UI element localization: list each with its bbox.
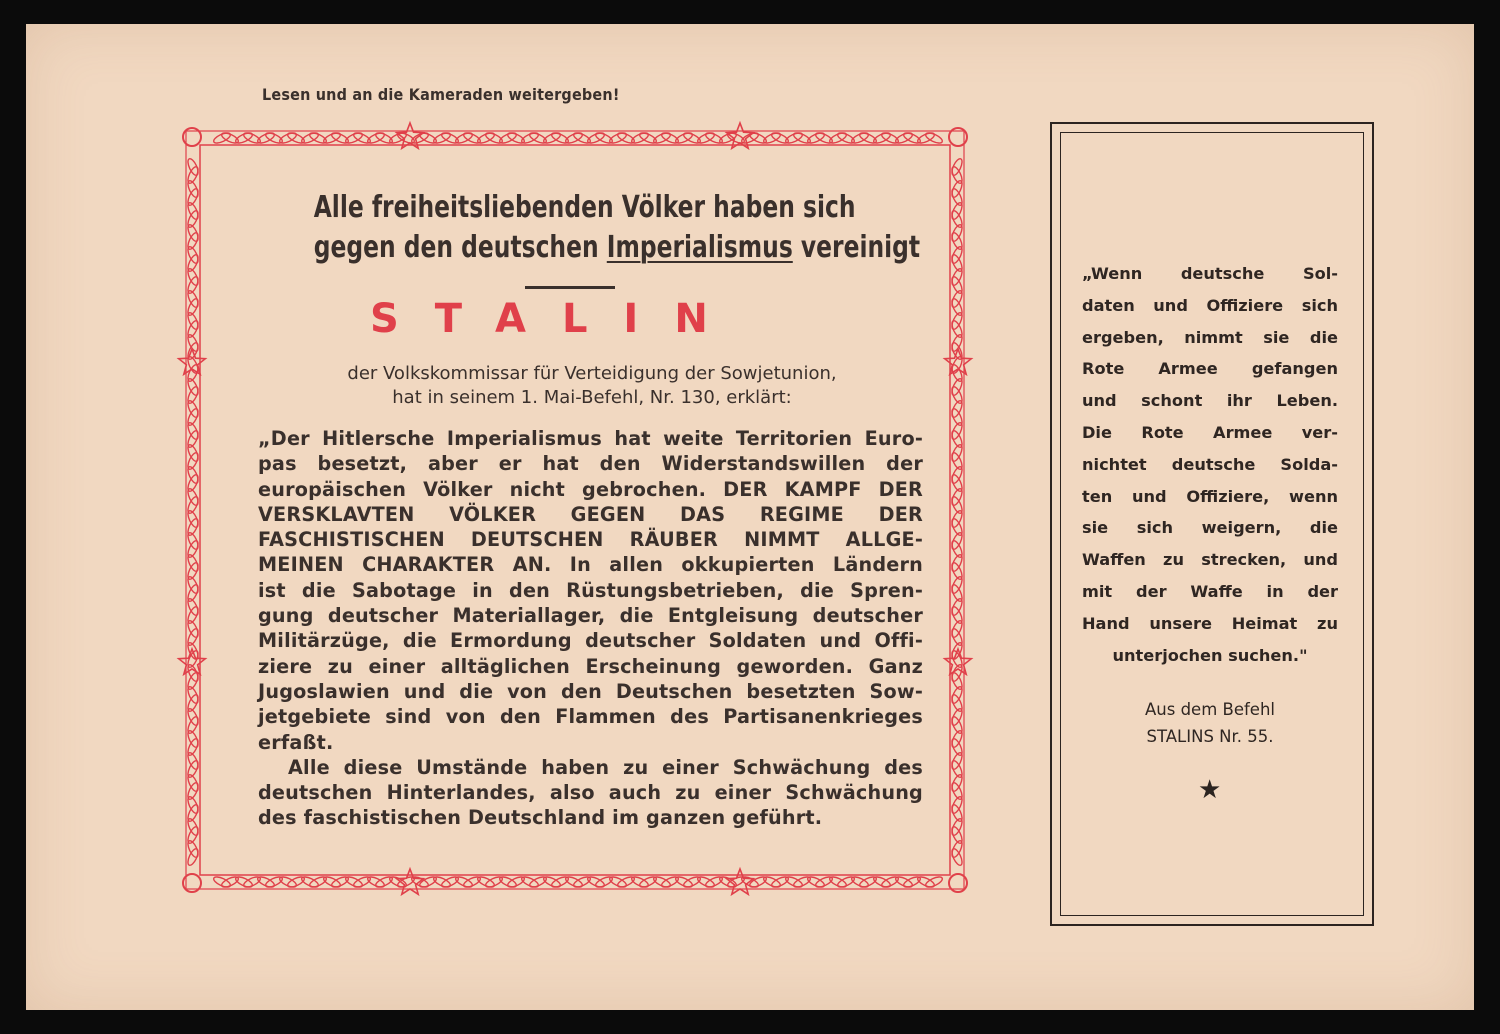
quote-line: ziere zu einer alltäglichen Erscheinung geworden. Ganz <box>258 654 923 678</box>
intro-line-1: der Volkskommissar für Verteidigung der Sowjetunion, <box>347 363 837 384</box>
frame-star-icon <box>727 869 754 894</box>
sidebar-quote-line: und schont ihr Leben. <box>1082 391 1338 411</box>
quote-line: VERSKLAVTEN VÖLKER GEGEN DAS REGIME DER <box>258 502 923 526</box>
quote-line: MEINEN CHARAKTER AN. In allen okkupierten Ländern <box>258 553 923 577</box>
quote-line: gung deutscher Materiallager, die Entgleisung deutscher <box>258 604 923 628</box>
quote-line: pas besetzt, aber er hat den Widerstandswillen der <box>258 452 923 476</box>
sidebar-quote-line: sie sich weigern, die <box>1082 518 1338 538</box>
quote-line: deutschen Hinterlandes, also auch zu einer Schwächung <box>258 781 923 805</box>
headline-line-1: Alle freiheitsliebenden Völker haben sich <box>313 190 856 225</box>
sidebar-quote-line: Hand unsere Heimat zu <box>1082 613 1338 633</box>
frame-star-icon <box>397 869 424 894</box>
sidebar-quote-line: Die Rote Armee ver- <box>1082 422 1338 442</box>
quote-line: FASCHISTISCHEN DEUTSCHEN RÄUBER NIMMT ALLGE- <box>258 528 923 552</box>
sidebar-source-line-1: Aus dem Befehl <box>1144 700 1275 719</box>
sidebar-quote-line: Waffen zu strecken, und <box>1082 550 1338 570</box>
sidebar-quote-line: daten und Offiziere sich <box>1082 295 1338 315</box>
headline-underlined-word: Imperialismus <box>606 230 793 265</box>
top-note: Lesen und an die Kameraden weitergeben! <box>262 85 620 104</box>
sidebar-source <box>1082 696 1338 750</box>
quote-line: des faschistischen Deutschland im ganzen geführt. <box>258 806 823 830</box>
headline-line-2 <box>313 228 921 268</box>
star-icon: ★ <box>1198 775 1222 805</box>
sidebar-quote-line: unterjochen suchen." <box>1112 645 1308 665</box>
sidebar-quote <box>1082 258 1338 671</box>
headline-line-2-post: vereinigt <box>792 230 921 265</box>
quote-line: ist die Sabotage in den Rüstungsbetrieben, die Spren- <box>258 578 923 602</box>
intro-text <box>262 362 922 410</box>
sidebar-quote-line: ergeben, nimmt sie die <box>1082 327 1338 347</box>
quote-line: „Der Hitlersche Imperialismus hat weite Territorien Euro- <box>258 427 923 450</box>
sidebar-quote-line: Rote Armee gefangen <box>1082 359 1338 379</box>
quote-line: Militärzüge, die Ermordung deutscher Soldaten und Offi- <box>258 629 923 653</box>
sidebar-quote-line: nichtet deutsche Solda- <box>1082 454 1338 474</box>
stalin-name: STALIN <box>370 296 744 342</box>
headline <box>313 188 921 268</box>
quote-line: europäischen Völker nicht gebrochen. DER KAMPF DER <box>258 477 923 501</box>
main-quote <box>258 426 923 831</box>
sidebar-quote-line: ten und Offiziere, wenn <box>1082 486 1338 506</box>
quote-line: Jugoslawien und die von den Deutschen besetzten Sow- <box>258 679 923 703</box>
quote-line: Alle diese Umstände haben zu einer Schwächung des <box>288 755 923 779</box>
sidebar-quote-line: mit der Waffe in der <box>1082 581 1338 601</box>
divider-rule <box>525 286 615 289</box>
intro-line-2: hat in seinem 1. Mai-Befehl, Nr. 130, erklärt: <box>392 387 792 408</box>
quote-line: erfaßt. <box>258 730 334 754</box>
quote-line: jetgebiete sind von den Flammen des Partisanenkrieges <box>258 705 923 729</box>
sidebar-quote-line: „Wenn deutsche Sol- <box>1082 264 1338 283</box>
headline-line-2-pre: gegen den deutschen <box>313 230 607 265</box>
sidebar-source-line-2: STALINS Nr. 55. <box>1146 727 1274 746</box>
